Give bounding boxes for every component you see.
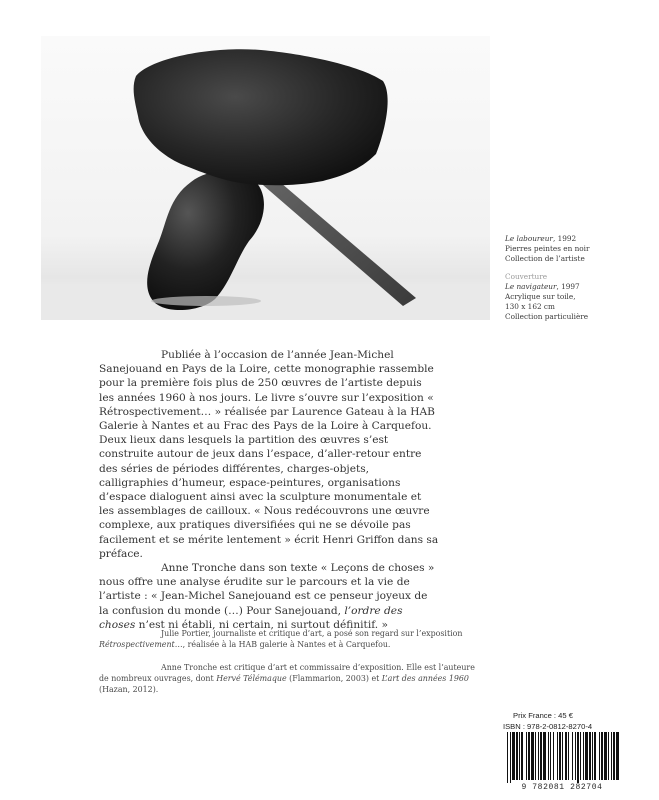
caption-work2-collection: Collection particulière	[505, 312, 589, 321]
barcode-bars	[503, 732, 621, 784]
caption-work1-medium: Pierres peintes en noir	[505, 244, 590, 253]
barcode-digits: 9 782081 282704	[503, 783, 621, 793]
caption-work1-title: Le laboureur	[505, 234, 553, 243]
caption-work2-year: , 1997	[556, 282, 580, 291]
note1-italic: Rétrospectivement…	[99, 640, 183, 649]
note-julie-portier	[99, 628, 479, 650]
note2-italic-1: Hervé Télémaque	[216, 674, 287, 683]
caption-work2-line	[505, 282, 655, 292]
sculpture-photo	[41, 36, 490, 320]
note2-italic-2: L’art des années 1960	[381, 674, 469, 683]
note2-end: (Hazan, 2012).	[99, 685, 159, 694]
body-paragraph-2-italic: l’ordre des choses	[99, 604, 403, 631]
caption-work2-title: Le navigateur	[505, 282, 557, 291]
note1-end: , réalisée à la HAB galerie à Nantes et à Carquefou.	[182, 640, 391, 649]
back-cover-text	[99, 348, 439, 632]
caption-work2-medium: Acrylique sur toile,	[505, 292, 576, 301]
body-paragraph-2-start: Anne Tronche dans son texte « Leçons de choses » nous offre une analyse érudite sur le parcours et la vie de l’artiste : « Jean-Michel Sanejouand est ce penseur joyeux de la confusion du monde (…) Pour Sanejouand,	[99, 562, 435, 617]
body-paragraph-2	[99, 561, 439, 632]
caption-work2-size: 130 x 162 cm	[505, 302, 555, 311]
caption-work1-year: , 1992	[552, 234, 577, 243]
photo-caption	[505, 234, 655, 322]
body-paragraph-1: Publiée à l’occasion de l’année Jean-Michel Sanejouand en Pays de la Loire, cette monographie rassemble pour la première fois plus de 250 œuvres de l’artiste depuis les années 1960 à nos jours. Le livre s’ouvre sur l’exposition « Rétrospectivement… » réalisée par Laurence Gateau à la HAB Galerie à Nantes et au Frac des Pays de la Loire à Carquefou. Deux lieux dans lesquels la partition des œuvres s’est construite autour de jeux dans l’espace, d’aller-retour entre des séries de périodes différentes, charges-objets, calligraphies d’humeur, espace-peintures, organisations d’espace dialoguent ainsi avec la sculpture monumentale et les assemblages de cailloux. « Nous redécouvrons une œuvre complexe, aux pratiques diversifiées qui ne se dévoile pas facilement et se mérite lentement » écrit Henri Griffon dans sa préface.	[99, 349, 439, 560]
note2-mid: (Flammarion, 2003) et	[286, 674, 382, 683]
isbn-text: ISBN : 978-2-0812-8270-4	[503, 722, 593, 731]
body-paragraph-2-end: n’est ni établi, ni certain, ni surtout définitif. »	[135, 618, 388, 631]
caption-work1-line	[505, 234, 655, 244]
caption-work1-collection: Collection de l’artiste	[505, 254, 585, 263]
caption-cover-label: Couverture	[505, 272, 548, 281]
note-anne-tronche	[99, 662, 479, 695]
note1-start: Julie Portier, journaliste et critique d’art, a posé son regard sur l’exposition	[161, 629, 463, 638]
sculpture-illustration	[41, 36, 490, 320]
price-block	[503, 710, 623, 732]
note2-start: Anne Tronche est critique d’art et commissaire d’exposition. Elle est l’auteure de nombreux ouvrages, dont	[99, 663, 475, 683]
price-text: Prix France : 45 €	[513, 711, 573, 720]
author-notes	[99, 628, 479, 707]
